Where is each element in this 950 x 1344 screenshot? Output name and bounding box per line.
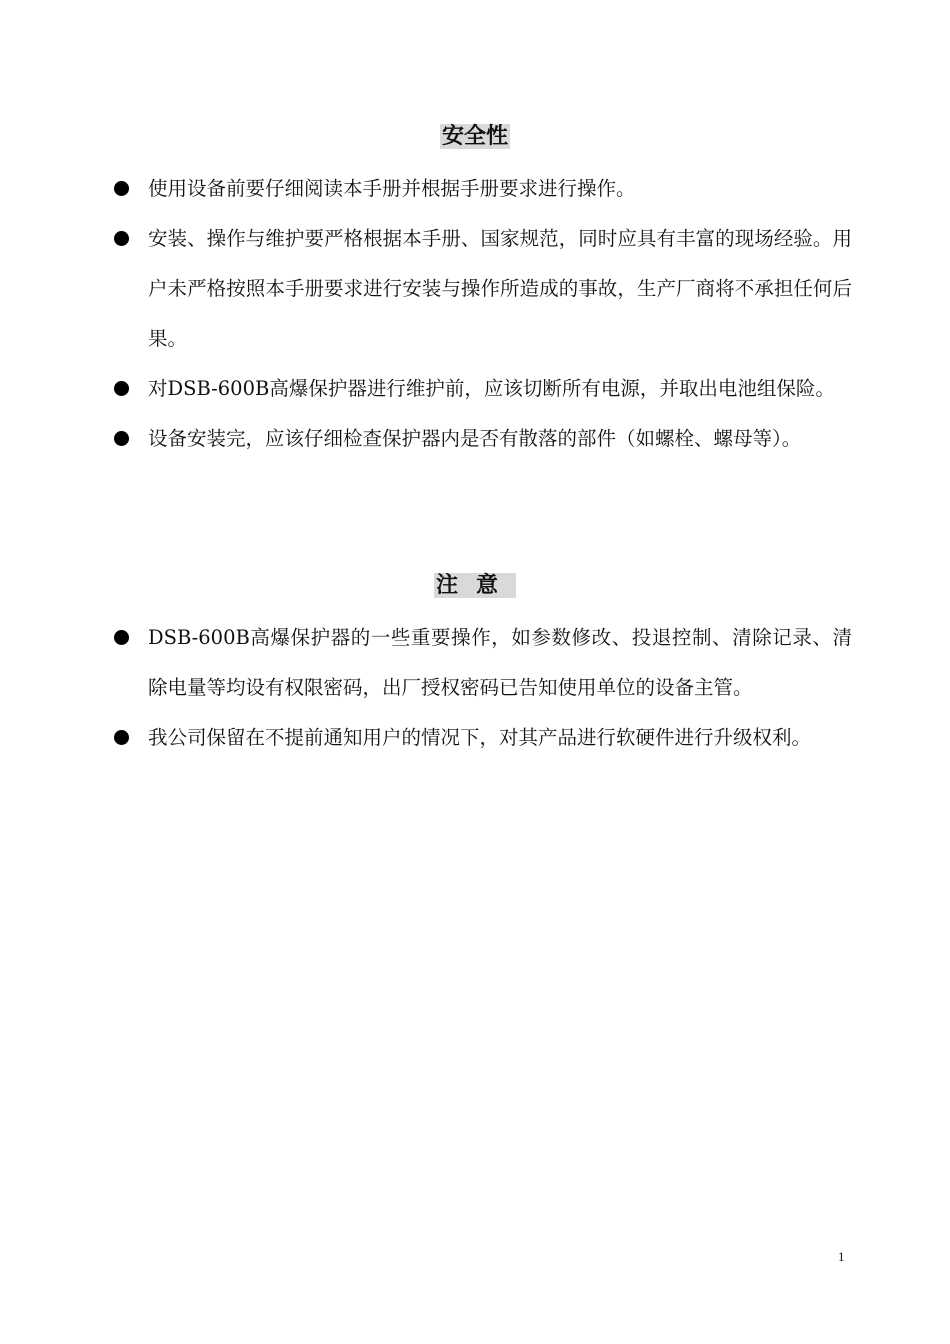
safety-list: [112, 164, 852, 464]
list-item-text: 对DSB-600B高爆保护器进行维护前，应该切断所有电源，并取出电池组保险。: [148, 377, 835, 400]
list-item: [112, 414, 852, 464]
notice-heading-text: 注意: [435, 573, 516, 598]
list-item: [112, 214, 852, 364]
safety-heading-text: 安全性: [441, 124, 508, 149]
bullet-icon: [114, 381, 129, 396]
notice-list: [112, 613, 852, 763]
safety-heading: [0, 122, 950, 152]
notice-heading: [0, 571, 950, 601]
bullet-icon: [114, 181, 129, 196]
list-item: [112, 713, 852, 763]
bullet-icon: [114, 231, 129, 246]
bullet-icon: [114, 730, 129, 745]
list-item: [112, 164, 852, 214]
list-item-text: 我公司保留在不提前通知用户的情况下，对其产品进行软硬件进行升级权利。: [148, 726, 812, 749]
list-item-text: 设备安装完，应该仔细检查保护器内是否有散落的部件（如螺栓、螺母等）。: [148, 427, 802, 450]
list-item-text: 安装、操作与维护要严格根据本手册、国家规范，同时应具有丰富的现场经验。用户未严格按照本手册要求进行安装与操作所造成的事故，生产厂商将不承担任何后果。: [148, 227, 852, 350]
page-number: 1: [838, 1249, 845, 1264]
list-item: [112, 364, 852, 414]
bullet-icon: [114, 630, 129, 645]
bullet-icon: [114, 431, 129, 446]
list-item-text: DSB-600B高爆保护器的一些重要操作，如参数修改、投退控制、清除记录、清除电量等均设有权限密码，出厂授权密码已告知使用单位的设备主管。: [148, 626, 852, 699]
list-item: [112, 613, 852, 713]
list-item-text: 使用设备前要仔细阅读本手册并根据手册要求进行操作。: [148, 177, 636, 200]
